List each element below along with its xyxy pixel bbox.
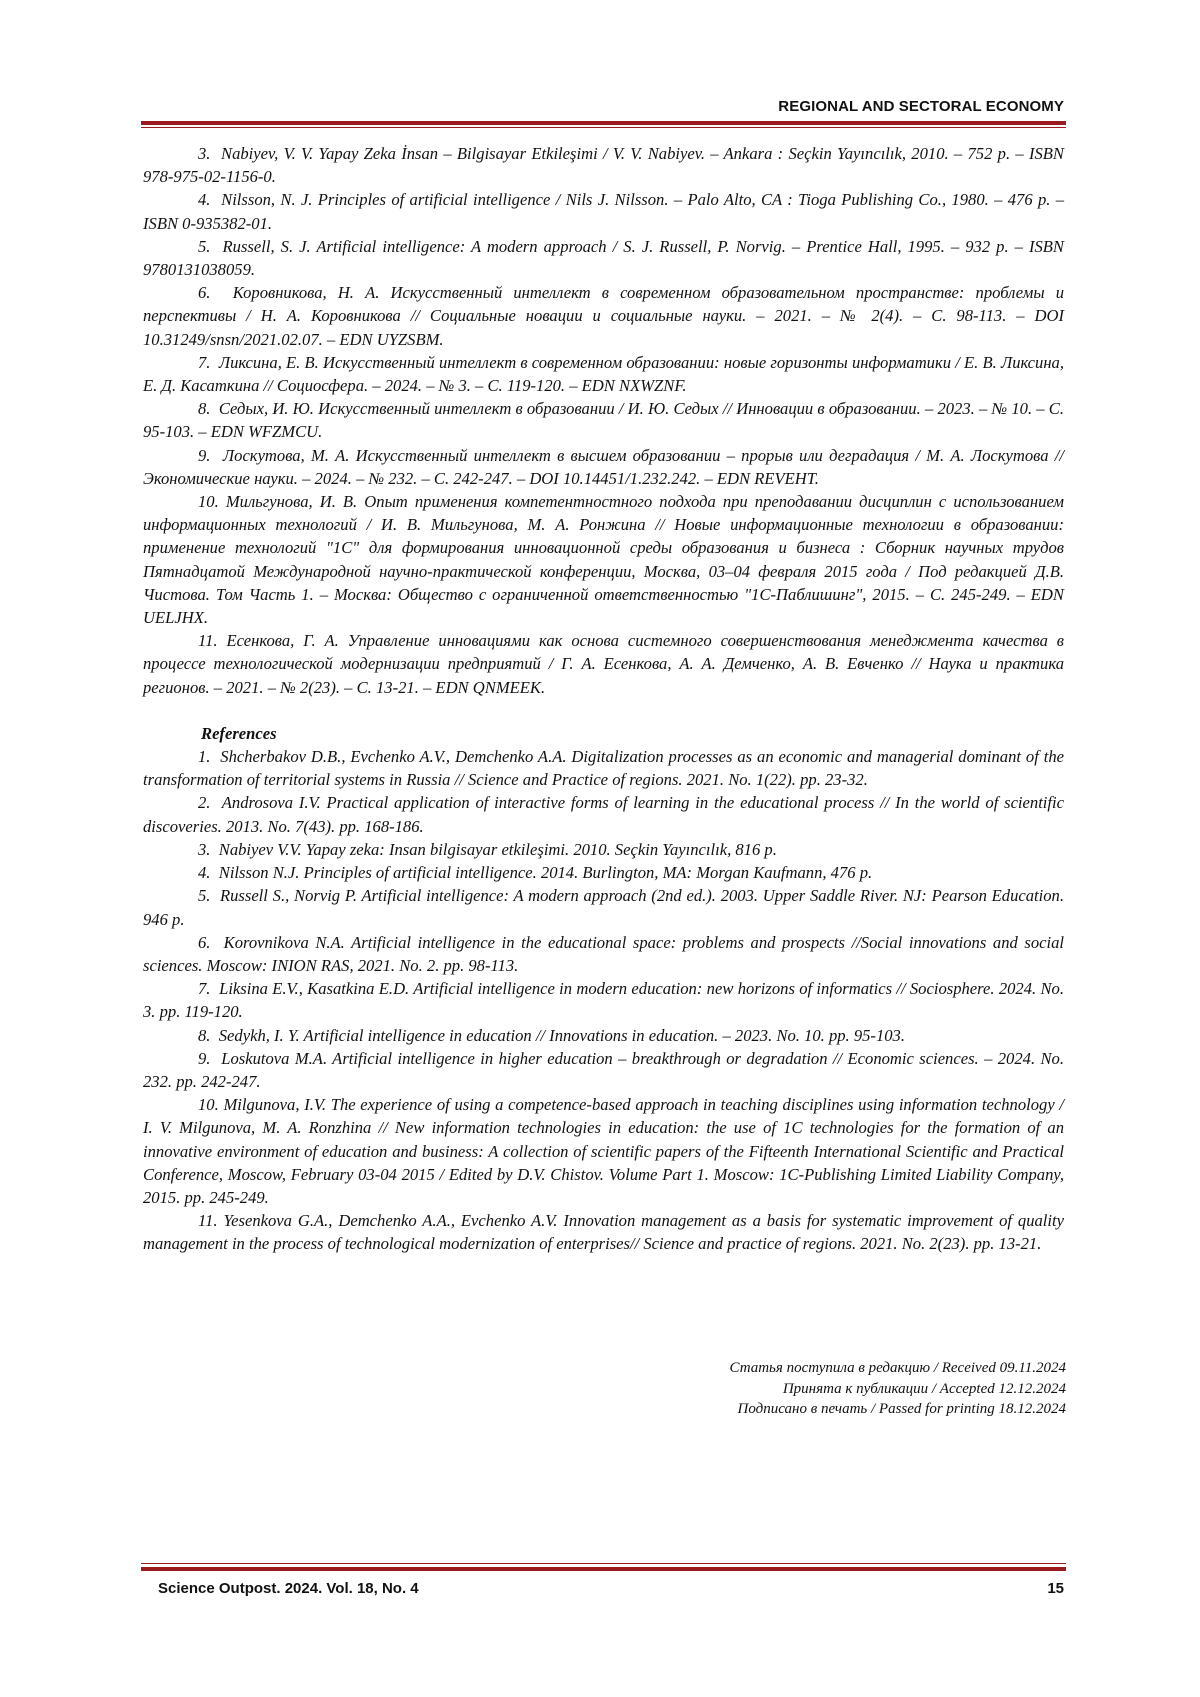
reference-entry: 10. Milgunova, I.V. The experience of using a competence-based approach in teaching disciplines using information technology / I. V. Milgunova, M. A. Ronzhina // New information technologies in education: the use of 1C technologies for the formation of an innovative environment of education and business: A collection of scientific papers of the Fifteenth International Scientific and Practical Conference, Moscow, February 03-04 2015 / Edited by D.V. Chistov. Volume Part 1. Moscow: 1C-Publishing Limited Liability Company, 2015. pp. 245-249. [143,1093,1064,1209]
references-heading: References [143,722,1064,745]
footer-journal-citation: Science Outpost. 2024. Vol. 18, No. 4 [158,1580,419,1597]
body-text [143,142,1064,1256]
source-entry: 8. Седых, И. Ю. Искусственный интеллект в образовании / И. Ю. Седых // Инновации в образовании. – 2023. – № 10. – С. 95-103. – EDN WFZMCU. [143,397,1064,443]
reference-entry: 5. Russell S., Norvig P. Artificial intelligence: A modern approach (2nd ed.). 2003. Upper Saddle River. NJ: Pearson Education. 946 p. [143,884,1064,930]
reference-entry: 9. Loskutova M.A. Artificial intelligence in higher education – breakthrough or degradation // Economic sciences. – 2024. No. 232. pp. 242-247. [143,1047,1064,1093]
source-entry: 11. Есенкова, Г. А. Управление инновациями как основа системного совершенствования менеджмента качества в процессе технологической модернизации предприятий / Г. А. Есенкова, А. А. Демченко, А. В. Евченко // Наука и практика регионов. – 2021. – № 2(23). – С. 13-21. – EDN QNMEEK. [143,629,1064,699]
footer-rule-thin [141,1563,1066,1564]
source-entry: 3. Nabiyev, V. V. Yapay Zeka İnsan – Bilgisayar Etkileşimi / V. V. Nabiyev. – Ankara : Seçkin Yayıncılık, 2010. – 752 p. – ISBN 978-975-02-1156-0. [143,142,1064,188]
footer-rule-thick [141,1567,1066,1571]
reference-entry: 7. Liksina E.V., Kasatkina E.D. Artificial intelligence in modern education: new horizons of informatics // Sociosphere. 2024. No. 3. pp. 119-120. [143,977,1064,1023]
received-date: Статья поступила в редакцию / Received 09.11.2024 [729,1358,1066,1379]
reference-entry: 3. Nabiyev V.V. Yapay zeka: Insan bilgisayar etkileşimi. 2010. Seçkin Yayıncılık, 816 p. [143,838,1064,861]
source-entry: 9. Лоскутова, М. А. Искусственный интеллект в высшем образовании – прорыв или деградация / М. А. Лоскутова // Экономические науки. – 2024. – № 232. – С. 242-247. – DOI 10.14451/1.232.242. – EDN REVEHT. [143,444,1064,490]
source-entry: 7. Ликсина, Е. В. Искусственный интеллект в современном образовании: новые горизонты информатики / Е. В. Ликсина, Е. Д. Касаткина // Социосфера. – 2024. – № 3. – С. 119-120. – EDN NXWZNF. [143,351,1064,397]
reference-entry: 8. Sedykh, I. Y. Artificial intelligence in education // Innovations in education. – 2023. No. 10. pp. 95-103. [143,1024,1064,1047]
header-rule-thick [141,121,1066,125]
reference-entry: 4. Nilsson N.J. Principles of artificial intelligence. 2014. Burlington, MA: Morgan Kaufmann, 476 p. [143,861,1064,884]
source-list [143,142,1064,699]
accepted-date: Принята к публикации / Accepted 12.12.2024 [729,1379,1066,1400]
source-entry: 10. Мильгунова, И. В. Опыт применения компетентностного подхода при преподавании дисциплин с использованием информационных технологий / И. В. Мильгунова, М. А. Ронжина // Новые информационные технологии в образовании: применение технологий "1С" для формирования инновационной среды образования и бизнеса : Сборник научных трудов Пятнадцатой Международной научно-практической конференции, Москва, 03–04 февраля 2015 года / Под редакцией Д.В. Чистова. Том Часть 1. – Москва: Общество с ограниченной ответственностью "1С-Паблишинг", 2015. – С. 245-249. – EDN UELJHX. [143,490,1064,629]
source-entry: 5. Russell, S. J. Artificial intelligence: A modern approach / S. J. Russell, P. Norvig. – Prentice Hall, 1995. – 932 p. – ISBN 9780131038059. [143,235,1064,281]
page [0,0,1200,1697]
page-number: 15 [1047,1580,1064,1597]
reference-entry: 1. Shcherbakov D.B., Evchenko A.V., Demchenko A.A. Digitalization processes as an economic and managerial dominant of the transformation of territorial systems in Russia // Science and Practice of regions. 2021. No. 1(22). pp. 23-32. [143,745,1064,791]
reference-entry: 2. Androsova I.V. Practical application of interactive forms of learning in the educational process // In the world of scientific discoveries. 2013. No. 7(43). pp. 168-186. [143,791,1064,837]
header-rule-thin [141,127,1066,128]
printing-date: Подписано в печать / Passed for printing 18.12.2024 [729,1399,1066,1420]
article-dates [729,1358,1066,1420]
source-entry: 4. Nilsson, N. J. Principles of artificial intelligence / Nils J. Nilsson. – Palo Alto, CA : Tioga Publishing Co., 1980. – 476 p. – ISBN 0-935382-01. [143,188,1064,234]
references-list [143,745,1064,1255]
reference-entry: 11. Yesenkova G.A., Demchenko A.A., Evchenko A.V. Innovation management as a basis for systematic improvement of quality management in the process of technological modernization of enterprises// Science and practice of regions. 2021. No. 2(23). pp. 13-21. [143,1209,1064,1255]
source-entry: 6. Коровникова, Н. А. Искусственный интеллект в современном образовательном пространстве: проблемы и перспективы / Н. А. Коровникова // Социальные новации и социальные науки. – 2021. – № 2(4). – С. 98-113. – DOI 10.31249/snsn/2021.02.07. – EDN UYZSBM. [143,281,1064,351]
reference-entry: 6. Korovnikova N.A. Artificial intelligence in the educational space: problems and prospects //Social innovations and social sciences. Moscow: INION RAS, 2021. No. 2. pp. 98-113. [143,931,1064,977]
running-header: REGIONAL AND SECTORAL ECONOMY [778,98,1064,115]
